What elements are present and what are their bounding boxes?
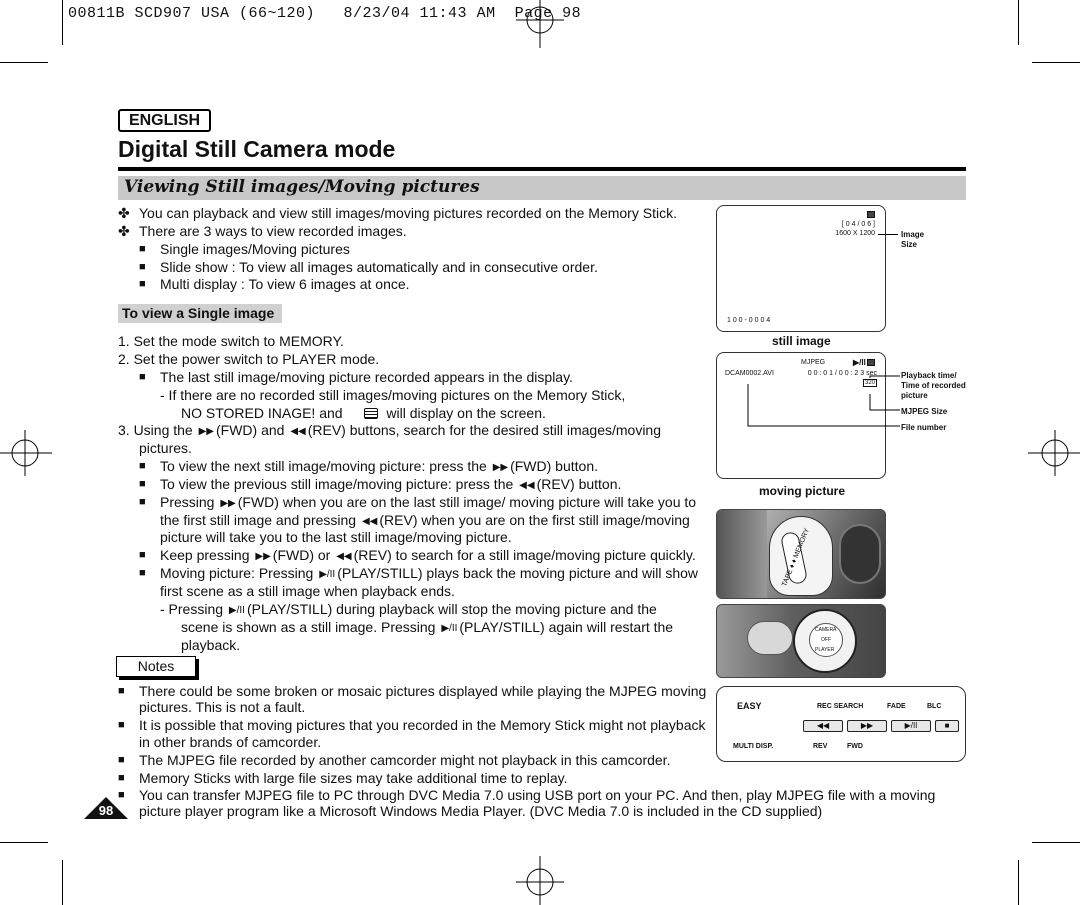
note-item: You can transfer MJPEG file to PC through DVC Media 7.0 using USB port on your PC. And then, play MJPEG file with a moving: [139, 787, 936, 803]
step-3-bullet-cont: first scene as a still image when playback ends.: [160, 583, 455, 599]
step-3-bullet: Pressing ▶▶ (FWD) when you are on the last still image/ moving picture will take you to: [160, 494, 696, 513]
title-rule: [118, 167, 966, 171]
remote-rev-button[interactable]: ◀◀: [803, 720, 843, 732]
play-still-icon: ▶/II: [853, 358, 866, 367]
mode-switch-photo: [716, 509, 886, 599]
crop-mark: [1018, 860, 1019, 905]
crop-mark: [62, 860, 63, 905]
file-name: DCAM0002.AVI: [725, 370, 774, 377]
rev-icon: ◀◀: [519, 480, 535, 491]
crop-mark: [1032, 842, 1080, 843]
notes-badge: Notes: [116, 656, 196, 677]
step-3-dash: - Pressing ▶/II (PLAY/STILL) during playback will stop the moving picture and the: [160, 601, 657, 620]
dial-label-camera: CAMERA: [815, 627, 837, 633]
page-title: Digital Still Camera mode: [118, 136, 396, 162]
format-label: MJPEG: [801, 359, 826, 366]
square-bullet-icon: ■: [118, 789, 125, 801]
moving-callout-lines: [744, 368, 900, 430]
note-item: The MJPEG file recorded by another camcorder might not playback in this camcorder.: [139, 752, 671, 768]
blc-label: BLC: [927, 703, 942, 710]
way-item: Single images/Moving pictures: [160, 241, 350, 257]
way-item: Slide show : To view all images automatically and in consecutive order.: [160, 259, 598, 275]
remote-control-panel: [716, 686, 966, 762]
still-image-screen: [716, 205, 886, 332]
fwd-icon: ▶▶: [255, 551, 271, 562]
file-number: 1 0 0 - 0 0 0 4: [727, 317, 771, 324]
step-2: 2. Set the power switch to PLAYER mode.: [118, 351, 380, 367]
intro-line: There are 3 ways to view recorded images.: [139, 223, 407, 239]
memory-stick-icon: [364, 408, 378, 419]
square-bullet-icon: ■: [118, 719, 125, 731]
square-bullet-icon: ■: [139, 496, 146, 508]
fwd-icon: ▶▶: [198, 426, 214, 437]
image-size-callout: Image Size: [901, 230, 925, 249]
step-3-bullet: To view the next still image/moving picture: press the ▶▶ (FWD) button.: [160, 458, 598, 477]
memory-card-icon: [867, 359, 875, 366]
playback-time-callout: Playback time/ Time of recorded picture: [901, 371, 966, 400]
step-3-bullet: Moving picture: Pressing ▶/II (PLAY/STILL) plays back the moving picture and will show: [160, 565, 698, 584]
section-title: Viewing Still images/Moving pictures: [124, 177, 480, 197]
hand-shape: [747, 621, 793, 655]
square-bullet-icon: ■: [139, 567, 146, 579]
crop-mark: [1018, 0, 1019, 45]
no-stored-text: NO STORED INAGE! and: [181, 405, 343, 421]
multi-disp-label: MULTI DISP.: [733, 743, 774, 750]
step-3-dash-cont: scene is shown as a still image. Pressing ▶/II (PLAY/STILL) again will restart the: [181, 619, 673, 638]
play-still-icon: ▶/II: [441, 623, 458, 634]
registration-mark-bottom: [512, 852, 568, 905]
step-3-bullet: To view the previous still image/moving picture: press the ◀◀ (REV) button.: [160, 476, 621, 495]
step-3-bullet: Keep pressing ▶▶ (FWD) or ◀◀ (REV) to search for a still image/moving picture quickly.: [160, 547, 696, 566]
image-counter: [ 0 4 / 0 6 ]: [841, 221, 875, 228]
fwd-icon: ▶▶: [220, 498, 236, 509]
rev-label: REV: [813, 743, 828, 750]
registration-mark-left: [0, 428, 56, 478]
step-3-cont: pictures.: [139, 440, 192, 456]
camcorder-body-shape: [717, 510, 767, 599]
memory-card-icon: [867, 211, 875, 218]
subsection-title: To view a Single image: [118, 304, 282, 323]
rev-icon: ◀◀: [336, 551, 352, 562]
step-3: 3. Using the ▶▶ (FWD) and ◀◀ (REV) buttons, search for the desired still images/moving: [118, 422, 661, 441]
play-still-icon: ▶/II: [228, 605, 245, 616]
note-item-cont: picture player program like a Microsoft Windows Media Player. (DVC Media 7.0 is included in the CD supplied): [139, 803, 823, 819]
note-item-cont: pictures. This is not a fault.: [139, 699, 306, 715]
remote-stop-button[interactable]: ■: [935, 720, 959, 732]
will-display-text: will display on the screen.: [386, 405, 546, 421]
language-badge: ENGLISH: [118, 109, 211, 132]
mode-switch-label: TAPE ♦ ♦ MEMORY: [781, 527, 811, 588]
step-3-bullet-cont: picture will take you to the last still image/moving picture.: [160, 529, 512, 545]
print-header-code: 00811B SCD907 USA (66~120) 8/23/04 11:43 AM Page 98: [68, 5, 582, 22]
easy-q-label: EASY: [737, 701, 762, 711]
square-bullet-icon: ■: [139, 460, 146, 472]
moving-picture-caption: moving picture: [759, 484, 846, 498]
page-number: 98: [84, 797, 128, 819]
dial-label-off: OFF: [821, 637, 831, 643]
rev-icon: ◀◀: [290, 426, 306, 437]
fwd-icon: ▶▶: [492, 462, 509, 473]
dial-label-player: PLAYER: [815, 647, 835, 653]
rec-search-label: REC SEARCH: [817, 703, 864, 710]
note-item: It is possible that moving pictures that you recorded in the Memory Stick might not playback: [139, 717, 706, 733]
square-bullet-icon: ■: [139, 478, 146, 490]
bullet-icon: ✤: [118, 205, 130, 221]
crop-mark: [0, 62, 48, 63]
still-image-caption: still image: [772, 334, 831, 348]
crop-mark: [1032, 62, 1080, 63]
remote-fwd-button[interactable]: ▶▶: [847, 720, 887, 732]
square-bullet-icon: ■: [139, 549, 146, 561]
fwd-label: FWD: [847, 743, 863, 750]
square-bullet-icon: ■: [118, 685, 125, 697]
way-item: Multi display : To view 6 images at once.: [160, 276, 410, 292]
square-bullet-icon: ■: [139, 243, 146, 255]
remote-play-still-button[interactable]: ▶/II: [891, 720, 931, 732]
fade-label: FADE: [887, 703, 906, 710]
square-bullet-icon: ■: [118, 772, 125, 784]
step-3-bullet-cont: the first still image and pressing ◀◀ (REV) when you are on the first still image/moving: [160, 512, 690, 531]
image-size: 1600 X 1200: [835, 230, 875, 237]
callout-line: [878, 234, 898, 235]
intro-line: You can playback and view still images/moving pictures recorded on the Memory Stick.: [139, 205, 677, 221]
step-1: 1. Set the mode switch to MEMORY.: [118, 333, 344, 349]
square-bullet-icon: ■: [139, 261, 146, 273]
note-item-cont: in other brands of camcorder.: [139, 734, 322, 750]
playback-time: 0 0 : 0 1 / 0 0 : 2 3 sec: [807, 370, 877, 377]
step-2-dash-cont: [181, 405, 546, 423]
rev-icon: ◀◀: [361, 516, 378, 527]
note-item: Memory Sticks with large file sizes may take additional time to replay.: [139, 770, 568, 786]
play-still-icon: ▶/II: [319, 569, 336, 580]
mjpeg-size-badge: 320: [864, 380, 875, 386]
bullet-icon: ✤: [118, 223, 130, 239]
crop-mark: [62, 0, 63, 45]
step-3-dash-cont: playback.: [181, 637, 241, 653]
square-bullet-icon: ■: [139, 371, 146, 383]
mjpeg-size-callout: MJPEG Size: [901, 407, 948, 416]
power-dial-photo: [716, 604, 886, 678]
file-number-callout: File number: [901, 423, 947, 432]
crop-mark: [0, 842, 48, 843]
registration-mark-right: [1024, 428, 1080, 478]
square-bullet-icon: ■: [139, 278, 146, 290]
step-2-dash: - If there are no recorded still images/moving pictures on the Memory Stick,: [160, 387, 626, 403]
step-2-bullet: The last still image/moving picture recorded appears in the display.: [160, 369, 573, 385]
square-bullet-icon: ■: [118, 754, 125, 766]
note-item: There could be some broken or mosaic pictures displayed while playing the MJPEG moving: [139, 683, 707, 699]
lens-ring-shape: [839, 524, 881, 584]
